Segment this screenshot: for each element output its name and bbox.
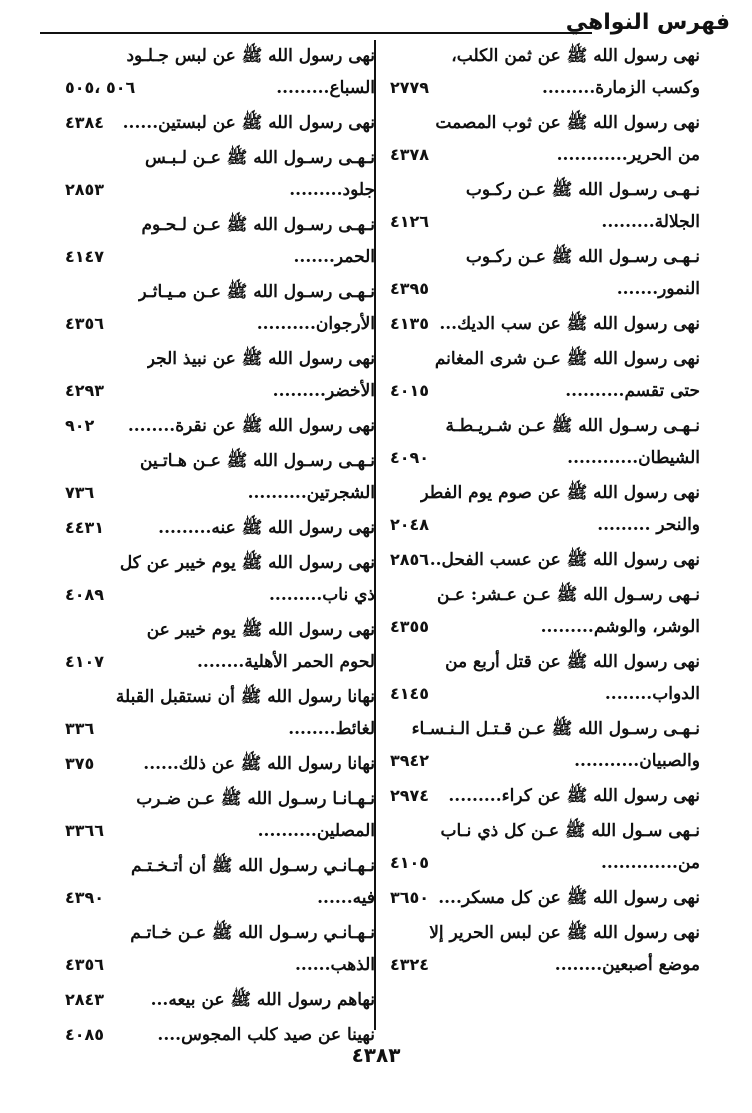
entry-line	[390, 579, 700, 611]
entry-line	[390, 410, 700, 442]
entry-line	[65, 142, 375, 174]
hadith-number: ٤١٤٥	[390, 684, 430, 703]
entry-text: نـهـى رسـول الله ﷺ عـن شـريـطـة	[445, 416, 700, 436]
entry-text: نهى رسول الله ﷺ عـن شرى المغانم	[434, 349, 700, 369]
entry-line	[65, 308, 375, 340]
entry-line	[65, 614, 375, 646]
entry-text: الشيطان............	[567, 448, 700, 468]
entry-line	[390, 343, 700, 375]
hadith-number: ٤٣٥٦	[65, 314, 105, 333]
header-rule	[40, 32, 592, 34]
index-entry	[390, 882, 700, 914]
page-title: فهرس النواهي	[565, 10, 730, 35]
entry-text: نـهـانـي رسـول الله ﷺ أن أتـخـتـم	[131, 856, 375, 876]
index-column-right	[390, 40, 700, 984]
index-entry	[390, 477, 700, 541]
entry-text: نهى رسول الله ﷺ عن قتل أربع من	[445, 652, 700, 672]
hadith-number: ٢٠٤٨	[390, 515, 430, 534]
hadith-number: ٣٩٤٢	[390, 751, 430, 770]
index-entry	[65, 40, 375, 104]
index-entry	[65, 445, 375, 509]
entry-text: نـهـى رسـول الله ﷺ عـن ركـوب	[465, 247, 700, 267]
entry-line	[65, 174, 375, 206]
entry-line	[65, 107, 375, 139]
entry-text: نهى رسول الله ﷺ عنه.........	[158, 518, 375, 538]
entry-line	[65, 850, 375, 882]
entry-line	[390, 375, 700, 407]
entry-text: نـهى سـول الله ﷺ عـن كل ذي نـاب	[440, 821, 700, 841]
entry-line	[65, 783, 375, 815]
index-entry	[390, 241, 700, 305]
index-entry	[65, 142, 375, 206]
hadith-number: ٢٨٥٣	[65, 180, 105, 199]
entry-text: الأرجوان..........	[256, 314, 375, 334]
entry-line	[390, 646, 700, 678]
entry-line	[65, 343, 375, 375]
hadith-number: ٣٣٦٦	[65, 821, 105, 840]
hadith-number: ٤٠١٥	[390, 381, 430, 400]
entry-line	[390, 174, 700, 206]
entry-text: نهاهم رسول الله ﷺ عن بيعه...	[150, 990, 375, 1010]
hadith-number: ٥٠٦ ،٥٠٥	[65, 78, 136, 97]
entry-line	[65, 72, 375, 104]
hadith-number: ٤٢٩٣	[65, 381, 105, 400]
entry-text: جلود.........	[289, 180, 375, 200]
index-entry	[390, 780, 700, 812]
page-header	[40, 10, 730, 42]
hadith-number: ٧٣٦	[65, 483, 95, 502]
entry-line	[390, 273, 700, 305]
entry-text: السباع.........	[276, 78, 375, 98]
entry-text: والصبيان...........	[574, 751, 700, 771]
entry-line	[390, 780, 700, 812]
index-entry	[65, 276, 375, 340]
hadith-number: ٣٧٥	[65, 754, 95, 773]
entry-line	[390, 509, 700, 541]
entry-line	[65, 375, 375, 407]
entry-text: نهى رسول الله ﷺ عن لبستين......	[122, 113, 375, 133]
entry-text: نهى رسول الله ﷺ عن سب الديك...	[439, 314, 700, 334]
hadith-number: ٤١٤٧	[65, 247, 105, 266]
entry-line	[390, 308, 700, 340]
entry-text: نـهـى رسـول الله ﷺ عـن ركـوب	[465, 180, 700, 200]
entry-line	[390, 442, 700, 474]
index-entry	[65, 783, 375, 847]
entry-line	[390, 40, 700, 72]
entry-text: نهانا رسول الله ﷺ عن ذلك......	[143, 754, 375, 774]
entry-text: نـهـى رسـول الله ﷺ عـن لـحـوم	[141, 215, 375, 235]
entry-line	[65, 681, 375, 713]
entry-text: والنحر .........	[597, 515, 700, 535]
entry-line	[65, 748, 375, 780]
index-entry	[65, 512, 375, 544]
hadith-number: ٩٠٢	[65, 416, 95, 435]
entry-line	[65, 547, 375, 579]
index-entry	[390, 343, 700, 407]
entry-text: نهى رسول الله ﷺ عن ثمن الكلب،	[451, 46, 700, 66]
hadith-number: ٣٦٥٠	[390, 888, 430, 907]
entry-text: حتى تقسم..........	[565, 381, 700, 401]
entry-text: نـهـى رسـول الله ﷺ عـن مـيـاثـر	[138, 282, 375, 302]
entry-line	[65, 477, 375, 509]
index-entry	[65, 343, 375, 407]
entry-line	[390, 241, 700, 273]
entry-text: نـهى رسـول الله ﷺ عـن عـشر: عـن	[436, 585, 700, 605]
index-entry	[65, 410, 375, 442]
entry-text: الحمر.......	[293, 247, 375, 267]
entry-text: نـهـى رسـول الله ﷺ عـن لـبـس	[144, 148, 375, 168]
index-entry	[390, 107, 700, 171]
entry-text: لحوم الحمر الأهلية........	[197, 652, 375, 672]
hadith-number: ٤٣٨٤	[65, 113, 105, 132]
entry-line	[390, 678, 700, 710]
entry-line	[390, 206, 700, 238]
entry-text: نـهـى رسـول الله ﷺ عـن هـاتـين	[139, 451, 375, 471]
index-entry	[390, 579, 700, 643]
entry-line	[65, 445, 375, 477]
entry-text: نـهـانـا رسـول الله ﷺ عـن ضـرب	[136, 789, 375, 809]
index-entry	[65, 681, 375, 745]
hadith-number: ٢٩٧٤	[390, 786, 430, 805]
entry-text: نهى رسول الله ﷺ عن نبيذ الجر	[146, 349, 375, 369]
entry-line	[390, 139, 700, 171]
entry-line	[65, 241, 375, 273]
entry-line	[65, 882, 375, 914]
hadith-number: ٣٣٦	[65, 719, 95, 738]
entry-text: من.............	[601, 853, 700, 873]
entry-text: المصلين..........	[257, 821, 375, 841]
entry-text: نهى رسول الله ﷺ عن كل مسكر....	[438, 888, 700, 908]
index-entry	[390, 410, 700, 474]
entry-text: نـهـانـي رسـول الله ﷺ عـن خـاتـم	[130, 923, 375, 943]
entry-line	[390, 72, 700, 104]
entry-text: نهى رسول الله ﷺ يوم خيبر عن كل	[119, 553, 375, 573]
entry-text: نهى رسول الله ﷺ عن صوم يوم الفطر	[420, 483, 700, 503]
index-entry	[65, 917, 375, 981]
entry-text: النمور.......	[616, 279, 700, 299]
entry-text: الأخضر.........	[272, 381, 375, 401]
entry-line	[65, 984, 375, 1016]
page-number: ٤٣٨٣	[351, 1043, 401, 1067]
entry-text: فيه......	[317, 888, 375, 908]
entry-line	[65, 40, 375, 72]
entry-line	[390, 917, 700, 949]
index-entry	[65, 209, 375, 273]
index-entry	[65, 984, 375, 1016]
hadith-number: ٤٣٩٠	[65, 888, 105, 907]
hadith-number: ٤٤٣١	[65, 518, 105, 537]
index-entry	[65, 748, 375, 780]
hadith-number: ٢٨٤٣	[65, 990, 105, 1009]
hadith-number: ٤٣٢٤	[390, 955, 430, 974]
index-entry	[390, 815, 700, 879]
hadith-number: ٤٠٩٠	[390, 448, 430, 467]
entry-line	[65, 209, 375, 241]
entry-text: الوشر، والوشم.........	[540, 617, 700, 637]
entry-text: نهى رسول الله ﷺ عن عسب الفحل..	[429, 550, 700, 570]
hadith-number: ٤٠٨٩	[65, 585, 105, 604]
entry-line	[65, 512, 375, 544]
entry-line	[65, 713, 375, 745]
hadith-number: ٤٣٩٥	[390, 279, 430, 298]
index-entry	[65, 614, 375, 678]
entry-line	[65, 917, 375, 949]
hadith-number: ٤١٠٥	[390, 853, 430, 872]
entry-text: نهى رسول الله ﷺ عن لبس الحرير إلا	[429, 923, 700, 943]
entry-line	[65, 646, 375, 678]
entry-text: موضع أصبعين........	[554, 955, 700, 975]
entry-line	[390, 882, 700, 914]
entry-line	[390, 107, 700, 139]
index-entry	[390, 174, 700, 238]
entry-line	[65, 579, 375, 611]
entry-line	[390, 949, 700, 981]
index-entry	[390, 544, 700, 576]
entry-text: نهانا رسول الله ﷺ أن نستقبل القبلة	[115, 687, 375, 707]
entry-line	[390, 745, 700, 777]
entry-text: ذي ناب.........	[269, 585, 375, 605]
entry-text: نهى رسول الله ﷺ عن نقرة........	[127, 416, 375, 436]
entry-text: نهى رسول الله ﷺ يوم خيبر عن	[146, 620, 375, 640]
index-entry	[65, 547, 375, 611]
entry-text: نـهـى رسـول الله ﷺ عـن قـتـل الـنـسـاء	[411, 719, 700, 739]
index-entry	[65, 850, 375, 914]
entry-text: وكسب الزمارة.........	[541, 78, 700, 98]
entry-text: نهى رسول الله ﷺ عن ثوب المصمت	[435, 113, 700, 133]
entry-line	[65, 276, 375, 308]
entry-text: نهينا عن صيد كلب المجوس....	[157, 1025, 375, 1045]
hadith-number: ٤٣٧٨	[390, 145, 430, 164]
entry-text: نهى رسول الله ﷺ عن كراء.........	[448, 786, 700, 806]
index-entry	[390, 917, 700, 981]
index-entry	[390, 308, 700, 340]
hadith-number: ٤١٢٦	[390, 212, 430, 231]
entry-line	[65, 815, 375, 847]
entry-line	[390, 544, 700, 576]
entry-text: الدواب........	[604, 684, 700, 704]
entry-line	[390, 477, 700, 509]
hadith-number: ٤٣٥٦	[65, 955, 105, 974]
entry-line	[390, 611, 700, 643]
entry-text: الشجرتين..........	[247, 483, 375, 503]
index-entry	[390, 646, 700, 710]
entry-line	[65, 949, 375, 981]
entry-line	[390, 713, 700, 745]
hadith-number: ٤١٣٥	[390, 314, 430, 333]
entry-text: لغائط........	[288, 719, 375, 739]
entry-text: من الحرير............	[556, 145, 700, 165]
index-column-left	[65, 40, 375, 1054]
entry-line	[390, 847, 700, 879]
hadith-number: ٤٣٥٥	[390, 617, 430, 636]
entry-text: الذهب......	[295, 955, 375, 975]
entry-line	[390, 815, 700, 847]
hadith-number: ٢٧٧٩	[390, 78, 430, 97]
index-entry	[390, 40, 700, 104]
hadith-number: ٤٠٨٥	[65, 1025, 105, 1044]
hadith-number: ٢٨٥٦	[390, 550, 430, 569]
index-entry	[390, 713, 700, 777]
entry-text: نهى رسول الله ﷺ عن لبس جـلـود	[126, 46, 375, 66]
entry-text: الجلالة.........	[601, 212, 700, 232]
hadith-number: ٤١٠٧	[65, 652, 105, 671]
index-entry	[65, 107, 375, 139]
entry-line	[65, 410, 375, 442]
